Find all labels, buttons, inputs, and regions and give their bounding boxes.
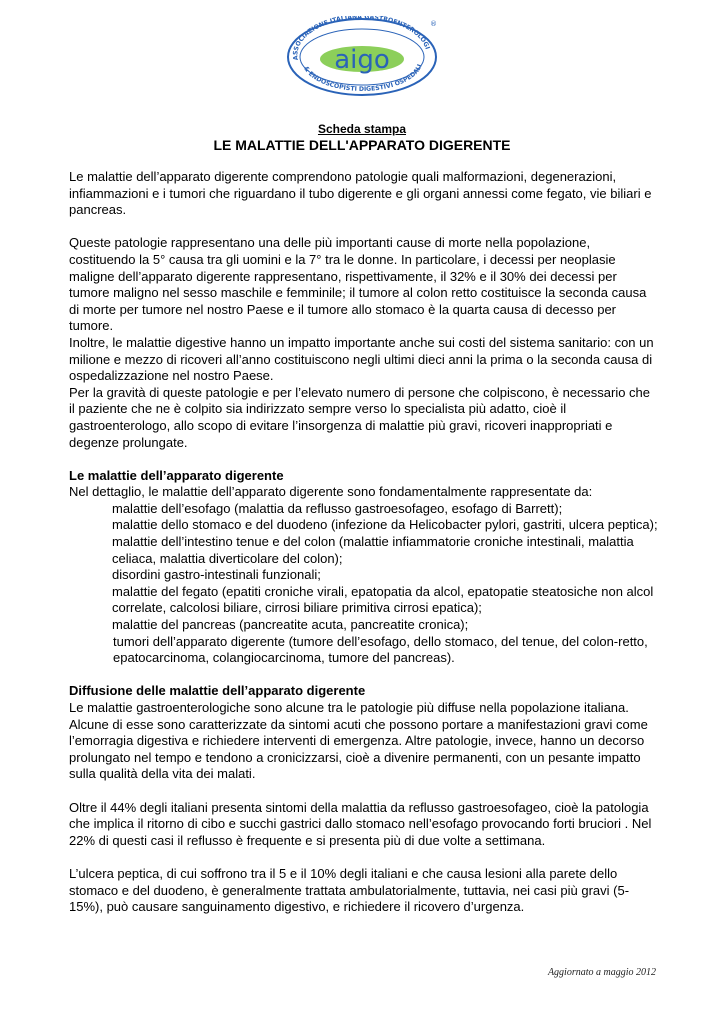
logo-bottom-arc-text: & ENDOSCOPISTI DIGESTIVI OSPEDALI — [302, 63, 424, 93]
mortality-paragraph: Queste patologie rappresentano una delle più importanti cause di morte nella popolazione, costituendo la 5° causa tra gli uomini e la 7° tra le donne. In particolare, i decessi per neoplasie maligne dell’apparato digerente rappresentano, rispettivamente, il 32% e il 30% dei decessi per tumore maligno nel sesso maschile e femminile; il tumore al colon retto costituisce la seconda causa di morte per tumore nel nostro Paese e il tumore allo stomaco è la quarta causa di decesso per tumore. — [69, 235, 647, 334]
paragraph-gap — [69, 849, 659, 866]
diffusion-paragraph: Le malattie gastroenterologiche sono alcune tra le patologie più diffuse nella popolazione italiana. Alcune di esse sono caratterizzate da sintomi acuti che possono portare a manifestazioni gravi come l’emorragia digestiva e richiedere interventi di emergenza. Altre patologie, invece, hanno un decorso prolungato nel tempo e tendono a cronicizzarsi, cioè a divenire permanenti, con un pesante impatto sulla qualità della vita dei malati. — [69, 700, 648, 782]
paragraph-gap — [69, 451, 659, 468]
diseases-intro: Nel dettaglio, le malattie dell’apparato digerente sono fondamentalmente rappresentate da: — [69, 484, 593, 500]
press-sheet-label: Scheda stampa — [317, 122, 407, 136]
paragraph-gap — [69, 667, 659, 684]
paragraph-gap — [69, 219, 659, 236]
document-header — [0, 122, 724, 154]
intro-paragraph: Le malattie dell’apparato digerente comprendono patologie quali malformazioni, degenerazioni, infiammazioni e i tumori che riguardano il tubo digerente e gli organi annessi come fegato, vie biliari e pancreas. — [69, 169, 652, 218]
list-item: malattie dell’esofago (malattia da reflusso gastroesofageo, esofago di Barrett); — [112, 500, 563, 516]
logo-top-arc-text: ASSOCIAZIONE ITALIANA GASTROENTEROLOGI — [292, 16, 431, 61]
reflux-paragraph: Oltre il 44% degli italiani presenta sintomi della malattia da reflusso gastroesofageo, cioè la patologia che implica il ritorno di cibo e succhi gastrici dallo stomaco nell’esofago provocando forti bruciori . Nel 22% di questi casi il reflusso è frequente e si presenta più di due volte a settimana. — [69, 799, 652, 848]
paragraph-gap — [69, 783, 659, 800]
list-item: disordini gastro-intestinali funzionali; — [112, 567, 321, 583]
document-title: LE MALATTIE DELL'APPARATO DIGERENTE — [213, 137, 511, 153]
aigo-logo — [284, 16, 440, 98]
list-item: malattie dell’intestino tenue e del colon (malattie infiammatorie croniche intestinali, malattia celiaca, malattia diverticolare del colon); — [112, 534, 634, 566]
list-item: tumori dell’apparato digerente (tumore dell’esofago, dello stomaco, del tenue, del colon-retto, epatocarcinoma, colangiocarcinoma, tumore del pancreas). — [113, 633, 648, 666]
section-heading-diseases: Le malattie dell’apparato digerente — [69, 467, 284, 483]
logo-acronym: aigo — [334, 45, 390, 75]
ulcer-paragraph: L’ulcera peptica, di cui soffrono tra il 5 e il 10% degli italiani e che causa lesioni alla parete dello stomaco e del duodeno, è generalmente trattata ambulatorialmente, tuttavia, nei casi più gravi (5-15%), può causare sanguinamento digestivo, e richiedere il ricovero d’urgenza. — [69, 865, 630, 915]
registered-mark: ® — [430, 20, 437, 28]
section-heading-diffusion: Diffusione delle malattie dell’apparato digerente — [69, 683, 366, 699]
specialist-paragraph: Per la gravità di queste patologie e per l’elevato numero di persone che colpiscono, è necessario che il paziente che ne è colpito sia indirizzato sempre verso lo specialista più adatto, cioè il gastroenterologo, allo scopo di evitare l’insorgenza di malattie più gravi, ricoveri inappropriati e degenze prolungate. — [69, 384, 651, 450]
aigo-logo-graphic — [284, 16, 440, 98]
list-item: malattie del fegato (epatiti croniche virali, epatopatia da alcol, epatopatie steatosiche non alcol correlate, calcolosi biliare, cirrosi biliare primitiva cirrosi epatica); — [112, 583, 654, 616]
update-note: Aggiornato a maggio 2012 — [547, 967, 656, 978]
list-item: malattie dello stomaco e del duodeno (infezione da Helicobacter pylori, gastriti, ulcera peptica); — [112, 517, 658, 533]
costs-paragraph: Inoltre, le malattie digestive hanno un impatto importante anche sui costi del sistema sanitario: con un milione e mezzo di ricoveri all’anno costituiscono negli ultimi dieci anni la prima o la seconda causa di ospedalizzazione nel nostro Paese. — [69, 334, 654, 384]
list-item: malattie del pancreas (pancreatite acuta, pancreatite cronica); — [112, 617, 469, 633]
document-body — [69, 169, 659, 916]
